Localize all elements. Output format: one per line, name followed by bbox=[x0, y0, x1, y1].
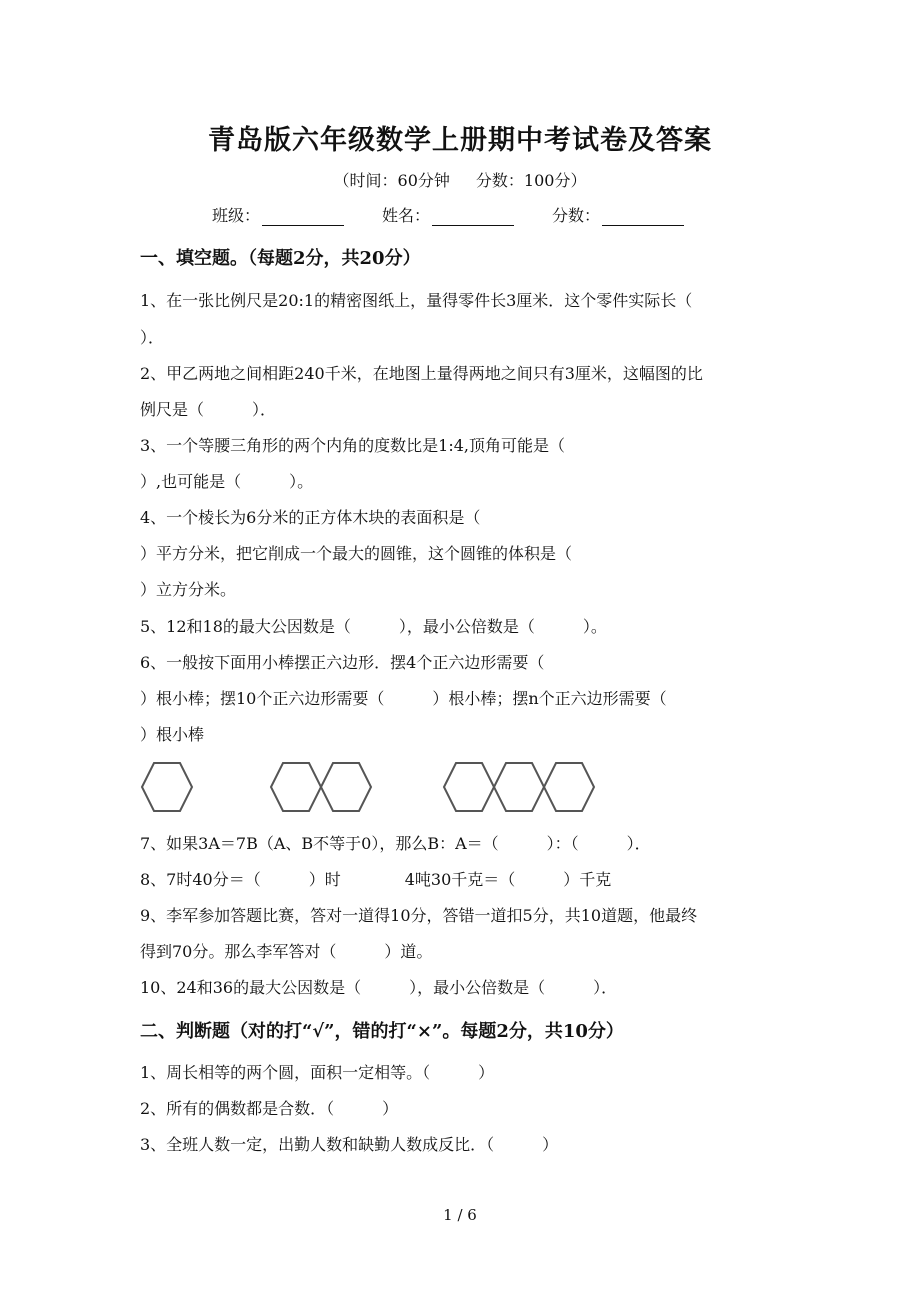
question-line: 3、一个等腰三角形的两个内角的度数比是1:4,顶角可能是（ bbox=[140, 436, 566, 455]
question-line: 8、7时40分＝（ ）时 4吨30千克＝（ ）千克 bbox=[140, 870, 612, 889]
question-line: 1、周长相等的两个圆，面积一定相等。（ ） bbox=[140, 1063, 495, 1082]
question-line: 2、所有的偶数都是合数．（ ） bbox=[140, 1099, 399, 1118]
class-label: 班级： bbox=[212, 206, 261, 225]
exam-meta bbox=[300, 168, 620, 191]
section-true-false-heading: 二、判断题（对的打“√”，错的打“×”。每题2分，共10分） bbox=[140, 1021, 624, 1042]
hexagon bbox=[494, 763, 544, 811]
time-limit: （时间：60分钟 bbox=[333, 171, 450, 190]
question-line: 得到70分。那么李军答对（ ）道。 bbox=[140, 942, 433, 961]
hexagon bbox=[142, 763, 192, 811]
question-line: 4、一个棱长为6分米的正方体木块的表面积是（ bbox=[140, 508, 481, 527]
question-line: ）根小棒；摆10个正六边形需要（ ）根小棒；摆n个正六边形需要（ bbox=[140, 689, 667, 708]
score-blank[interactable] bbox=[602, 207, 684, 226]
page-title: 青岛版六年级数学上册期中考试卷及答案 bbox=[208, 125, 712, 156]
question-line: ）根小棒 bbox=[140, 725, 205, 744]
page-number: 1 / 6 bbox=[443, 1206, 477, 1224]
question-line: ）． bbox=[140, 328, 165, 347]
question-line: 7、如果3A＝7B（A、B不等于0），那么B：A＝（ ）：（ ）． bbox=[140, 834, 651, 853]
name-label: 姓名： bbox=[382, 206, 431, 225]
question-line: 10、24和36的最大公因数是（ ），最小公倍数是（ ）． bbox=[140, 978, 618, 997]
student-info bbox=[212, 203, 722, 226]
hexagon bbox=[321, 763, 371, 811]
class-blank[interactable] bbox=[262, 207, 344, 226]
name-blank[interactable] bbox=[432, 207, 514, 226]
question-line: 1、在一张比例尺是20:1的精密图纸上，量得零件长3厘米．这个零件实际长（ bbox=[140, 291, 693, 310]
score-label: 分数： bbox=[552, 206, 601, 225]
score-field[interactable] bbox=[552, 203, 684, 226]
section-fill-blank-heading: 一、填空题。（每题2分，共20分） bbox=[140, 248, 421, 269]
question-line: 5、12和18的最大公因数是（ ），最小公倍数是（ ）。 bbox=[140, 617, 607, 636]
question-line: ）立方分米。 bbox=[140, 580, 237, 599]
question-line: ）,也可能是（ ）。 bbox=[140, 472, 314, 491]
class-field[interactable] bbox=[212, 203, 344, 226]
question-line: 2、甲乙两地之间相距240千米，在地图上量得两地之间只有3厘米，这幅图的比 bbox=[140, 364, 703, 383]
hexagon bbox=[444, 763, 494, 811]
question-line: 9、李军参加答题比赛，答对一道得10分，答错一道扣5分，共10道题，他最终 bbox=[140, 906, 698, 925]
total-score: 分数：100分） bbox=[475, 171, 587, 190]
hexagon-figure bbox=[140, 758, 610, 818]
question-line: 例尺是（ ）． bbox=[140, 400, 277, 419]
question-line: 6、一般按下面用小棒摆正六边形．摆4个正六边形需要（ bbox=[140, 653, 545, 672]
name-field[interactable] bbox=[382, 203, 514, 226]
hexagon bbox=[271, 763, 321, 811]
question-line: ）平方分米，把它削成一个最大的圆锥，这个圆锥的体积是（ bbox=[140, 544, 573, 563]
question-line: 3、全班人数一定，出勤人数和缺勤人数成反比．（ ） bbox=[140, 1135, 559, 1154]
hexagon bbox=[544, 763, 594, 811]
